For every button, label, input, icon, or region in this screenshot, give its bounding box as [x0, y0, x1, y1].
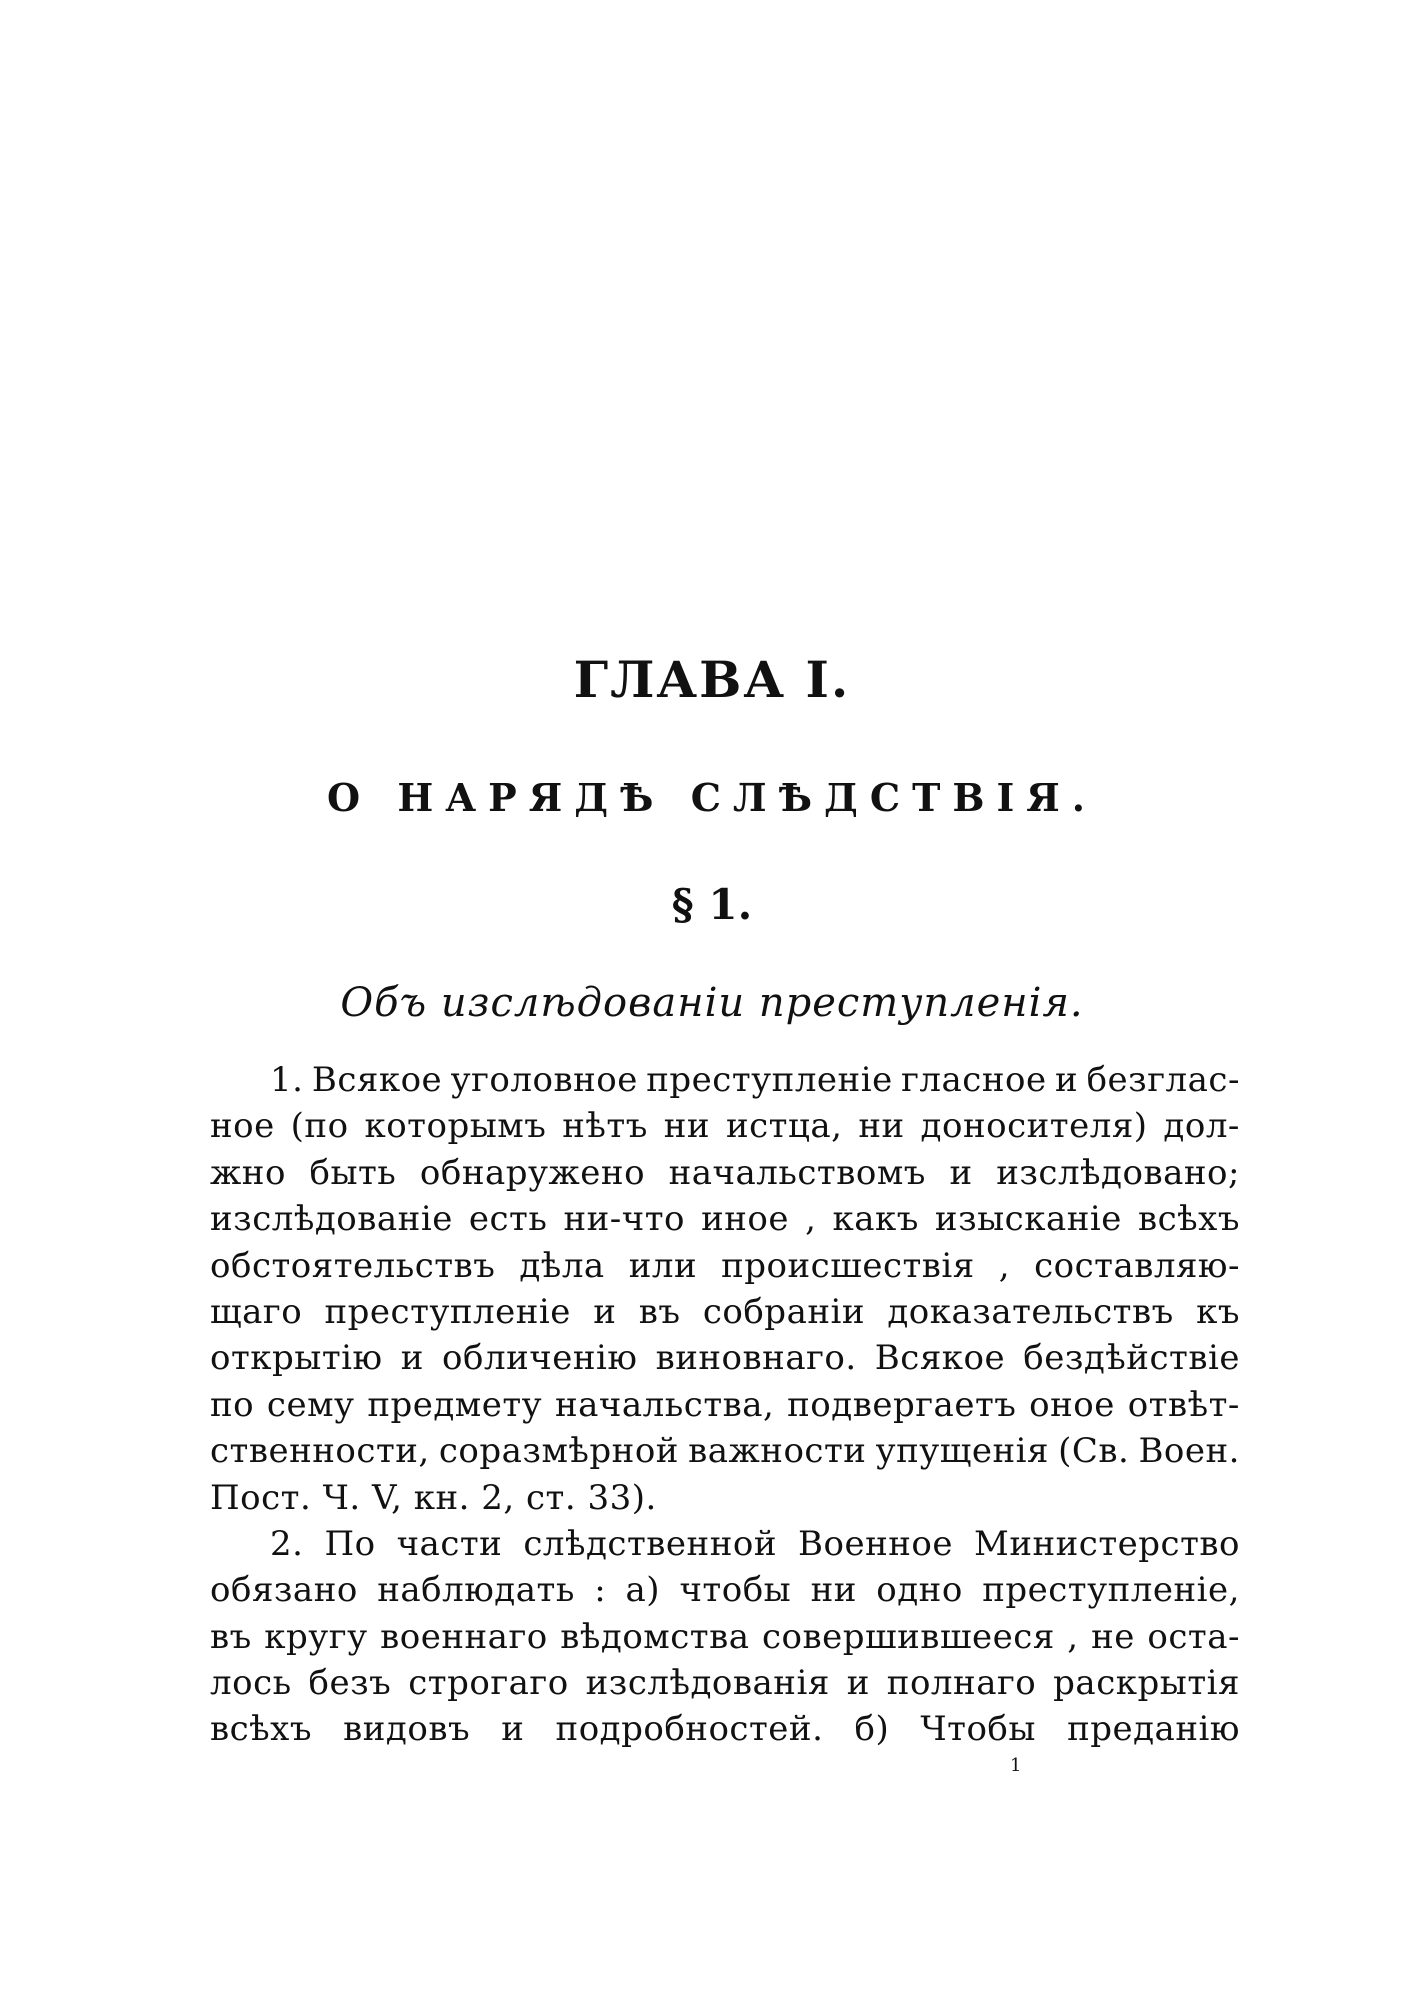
text-line: [210, 1292, 1240, 1338]
word: иное: [701, 1199, 789, 1240]
word: Ч.: [322, 1477, 372, 1518]
word: бездѣйствіе: [1023, 1338, 1240, 1379]
word: 2,: [481, 1477, 527, 1518]
word: есть: [468, 1199, 548, 1240]
word: соразмѣрной: [438, 1431, 679, 1472]
word: безъ: [308, 1663, 392, 1704]
word: къ: [1196, 1291, 1240, 1332]
word: преступленіе: [646, 1060, 893, 1100]
word: Военное: [798, 1523, 953, 1564]
word: строгаго: [408, 1663, 569, 1704]
word: предмету: [367, 1384, 543, 1425]
word: и: [1055, 1060, 1079, 1100]
word: изслѣдованіе: [210, 1199, 453, 1240]
word: не: [1091, 1616, 1135, 1657]
word: оста-: [1147, 1616, 1240, 1657]
word: упущенія: [875, 1431, 1049, 1472]
word: собраніи: [702, 1291, 866, 1332]
word: наблюдать: [377, 1570, 575, 1611]
word: 1.: [270, 1060, 304, 1100]
word: совершившееся: [762, 1616, 1055, 1657]
word: одно: [876, 1570, 963, 1611]
word: кн.: [413, 1477, 482, 1518]
text-line: [210, 1431, 1240, 1477]
word: быть: [309, 1152, 397, 1193]
word: б): [854, 1709, 890, 1750]
word: виновнаго.: [655, 1338, 857, 1379]
word: преступленіе: [324, 1291, 571, 1332]
word: ,: [998, 1245, 1011, 1286]
word: 2.: [270, 1523, 304, 1564]
word: обличенію: [442, 1338, 638, 1379]
page-number: 1: [1010, 1755, 1022, 1776]
word: ственности,: [210, 1431, 430, 1472]
word: всѣхъ: [1137, 1199, 1240, 1240]
word: 33).: [587, 1477, 657, 1518]
word: ст.: [526, 1477, 588, 1518]
word: гласное: [901, 1060, 1047, 1100]
word: обстоятельствъ: [210, 1245, 496, 1286]
word: Пост.: [210, 1477, 323, 1518]
word: оное: [1029, 1384, 1115, 1425]
text-line: [210, 1106, 1240, 1152]
word: Министерство: [974, 1523, 1240, 1564]
word: а): [625, 1570, 661, 1611]
word: слѣдственной: [523, 1523, 777, 1564]
word: какъ: [832, 1199, 919, 1240]
word: и: [593, 1291, 617, 1332]
word: дол-: [1163, 1106, 1240, 1147]
word: дѣла: [519, 1245, 605, 1286]
word: щаго: [210, 1291, 303, 1332]
word: или: [628, 1245, 698, 1286]
text-line: [210, 1709, 1240, 1755]
word: доносителя): [920, 1106, 1148, 1147]
word: открытію: [210, 1338, 383, 1379]
word: ,: [1067, 1616, 1079, 1657]
word: ное: [210, 1106, 275, 1147]
word: части: [396, 1523, 503, 1564]
word: по: [210, 1384, 255, 1425]
text-line: [210, 1246, 1240, 1292]
word: всѣхъ: [210, 1709, 312, 1750]
word: изслѣдованія: [585, 1663, 830, 1704]
word: нѣтъ: [562, 1106, 648, 1147]
word: истца,: [725, 1106, 843, 1147]
text-line: [210, 1617, 1240, 1663]
text-line: [210, 1338, 1240, 1384]
word: раскрытія: [1053, 1663, 1240, 1704]
text-line: [210, 1153, 1240, 1199]
word: обязано: [210, 1570, 358, 1611]
text-line: [210, 1060, 1240, 1106]
word: и: [846, 1663, 870, 1704]
word: (Св.: [1058, 1431, 1130, 1472]
word: ни: [858, 1106, 905, 1147]
word: сему: [266, 1384, 355, 1425]
word: безглас-: [1086, 1060, 1240, 1100]
word: военнаго: [380, 1616, 548, 1657]
word: вѣдомства: [560, 1616, 750, 1657]
body-text: [210, 1060, 1240, 1756]
section-title: О НАРЯДѢ СЛѢДСТВІЯ.: [327, 775, 1097, 820]
word: Чтобы: [920, 1709, 1036, 1750]
text-line: [210, 1385, 1240, 1431]
word: кругу: [264, 1616, 368, 1657]
word: составляю-: [1034, 1245, 1240, 1286]
word: ,: [805, 1199, 817, 1240]
word: видовъ: [343, 1709, 471, 1750]
word: чтобы: [679, 1570, 792, 1611]
text-line: [210, 1478, 1240, 1524]
text-line: [210, 1663, 1240, 1709]
word: и: [501, 1709, 525, 1750]
word: начальства,: [554, 1384, 775, 1425]
word: уголовное: [450, 1060, 638, 1100]
subheading: Объ изслѣдованіи преступленія.: [340, 980, 1084, 1026]
word: и: [949, 1152, 973, 1193]
word: V,: [372, 1477, 414, 1518]
word: полнаго: [886, 1663, 1037, 1704]
word: жно: [210, 1152, 286, 1193]
text-line: [210, 1570, 1240, 1616]
word: происшествія: [721, 1245, 975, 1286]
word: Всякое: [311, 1060, 443, 1100]
word: ни: [810, 1570, 857, 1611]
word: преданію: [1067, 1709, 1240, 1750]
word: которымъ: [364, 1106, 547, 1147]
word: обнаружено: [419, 1152, 646, 1193]
word: изслѣдовано;: [996, 1152, 1240, 1193]
word: Всякое: [874, 1338, 1006, 1379]
word: ни: [663, 1106, 711, 1147]
word: отвѣт-: [1127, 1384, 1240, 1425]
word: въ: [638, 1291, 681, 1332]
word: По: [324, 1523, 376, 1564]
word: ни-что: [563, 1199, 686, 1240]
word: Воен.: [1138, 1431, 1240, 1472]
word: :: [594, 1570, 607, 1611]
word: начальствомъ: [668, 1152, 926, 1193]
word: и: [400, 1338, 424, 1379]
chapter-title: ГЛАВА I.: [573, 650, 851, 709]
word: важности: [688, 1431, 867, 1472]
word: преступленіе,: [982, 1570, 1240, 1611]
word: подвергаетъ: [787, 1384, 1017, 1425]
word: лось: [210, 1663, 292, 1704]
text-line: [210, 1199, 1240, 1245]
word: изысканіе: [934, 1199, 1122, 1240]
word: въ: [210, 1616, 252, 1657]
word: подробностей.: [555, 1709, 824, 1750]
word: (по: [290, 1106, 349, 1147]
paragraph-mark: § 1.: [671, 880, 753, 929]
word: доказательствъ: [887, 1291, 1174, 1332]
text-line: [210, 1524, 1240, 1570]
